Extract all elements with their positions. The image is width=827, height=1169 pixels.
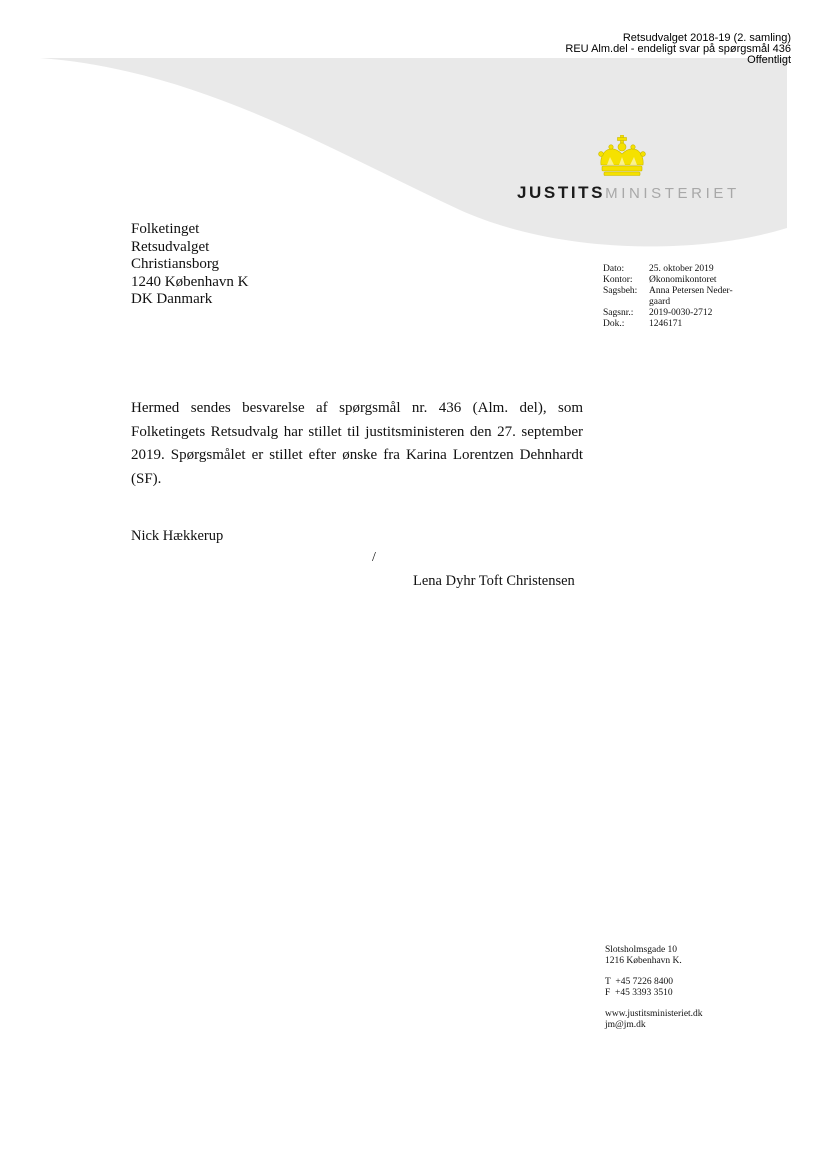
signature-slash: / xyxy=(372,550,376,565)
stamp-question: REU Alm.del - endeligt svar på spørgsmål 436 xyxy=(565,43,791,55)
letter-body xyxy=(131,397,583,491)
recipient-line: Folketinget xyxy=(131,221,200,237)
meta-label: Sagsbeh: xyxy=(603,286,638,296)
logo-bold-text: JUSTITS xyxy=(517,183,606,202)
meta-label: Dato: xyxy=(603,264,625,274)
contact-email-link[interactable]: jm@jm.dk xyxy=(605,1020,646,1030)
meta-label: Sagsnr.: xyxy=(603,308,634,318)
recipient-address xyxy=(131,221,248,309)
document-metadata xyxy=(603,264,749,330)
recipient-line: DK Danmark xyxy=(131,291,213,307)
contact-city: 1216 København K. xyxy=(605,956,682,966)
stamp-committee: Retsudvalget 2018-19 (2. samling) xyxy=(622,32,791,44)
meta-value: gaard xyxy=(649,297,671,307)
meta-row-date xyxy=(603,264,749,275)
contact-website-link[interactable]: www.justitsministeriet.dk xyxy=(605,1009,703,1019)
stamp-status: Offentligt xyxy=(747,54,791,66)
meta-value: Økonomikontoret xyxy=(649,275,717,285)
meta-label: Kontor: xyxy=(603,275,633,285)
meta-value: 1246171 xyxy=(649,319,683,329)
recipient-line: Retsudvalget xyxy=(131,238,210,255)
meta-value: 25. oktober 2019 xyxy=(649,264,714,274)
meta-label: Dok.: xyxy=(603,319,625,329)
crown-icon xyxy=(598,135,646,177)
ministry-contact xyxy=(605,945,703,1031)
body-paragraph: Hermed sendes besvarelse af spørgsmål nr. 436 (Alm. del), som Folketingets Retsudvalg har stillet til justitsministeren den 27. september 2019. Spørgsmålet er stillet efter ønske fra Karina Lorentzen Dehnhardt (SF). xyxy=(131,400,583,487)
contact-phone: T +45 7226 8400 xyxy=(605,977,673,987)
logo-light-text: MINISTERIET xyxy=(605,185,740,202)
document-stamp xyxy=(565,33,791,66)
meta-row-case xyxy=(603,308,749,319)
cosigner-name: Lena Dyhr Toft Christensen xyxy=(413,573,575,589)
contact-street: Slotsholmsgade 10 xyxy=(605,945,678,955)
meta-row-doc xyxy=(603,319,749,330)
ministry-logo xyxy=(517,183,740,203)
signer-name: Nick Hækkerup xyxy=(131,528,224,544)
meta-value: 2019-0030-2712 xyxy=(649,308,713,318)
meta-value: Anna Petersen Neder- xyxy=(649,286,733,296)
meta-row-office xyxy=(603,275,749,286)
contact-fax: F +45 3393 3510 xyxy=(605,988,673,998)
meta-row-handler-cont xyxy=(603,297,749,308)
meta-row-handler xyxy=(603,286,749,297)
meta-label-empty xyxy=(603,297,649,308)
recipient-line: 1240 København K xyxy=(131,273,249,290)
recipient-line: Christiansborg xyxy=(131,256,220,272)
